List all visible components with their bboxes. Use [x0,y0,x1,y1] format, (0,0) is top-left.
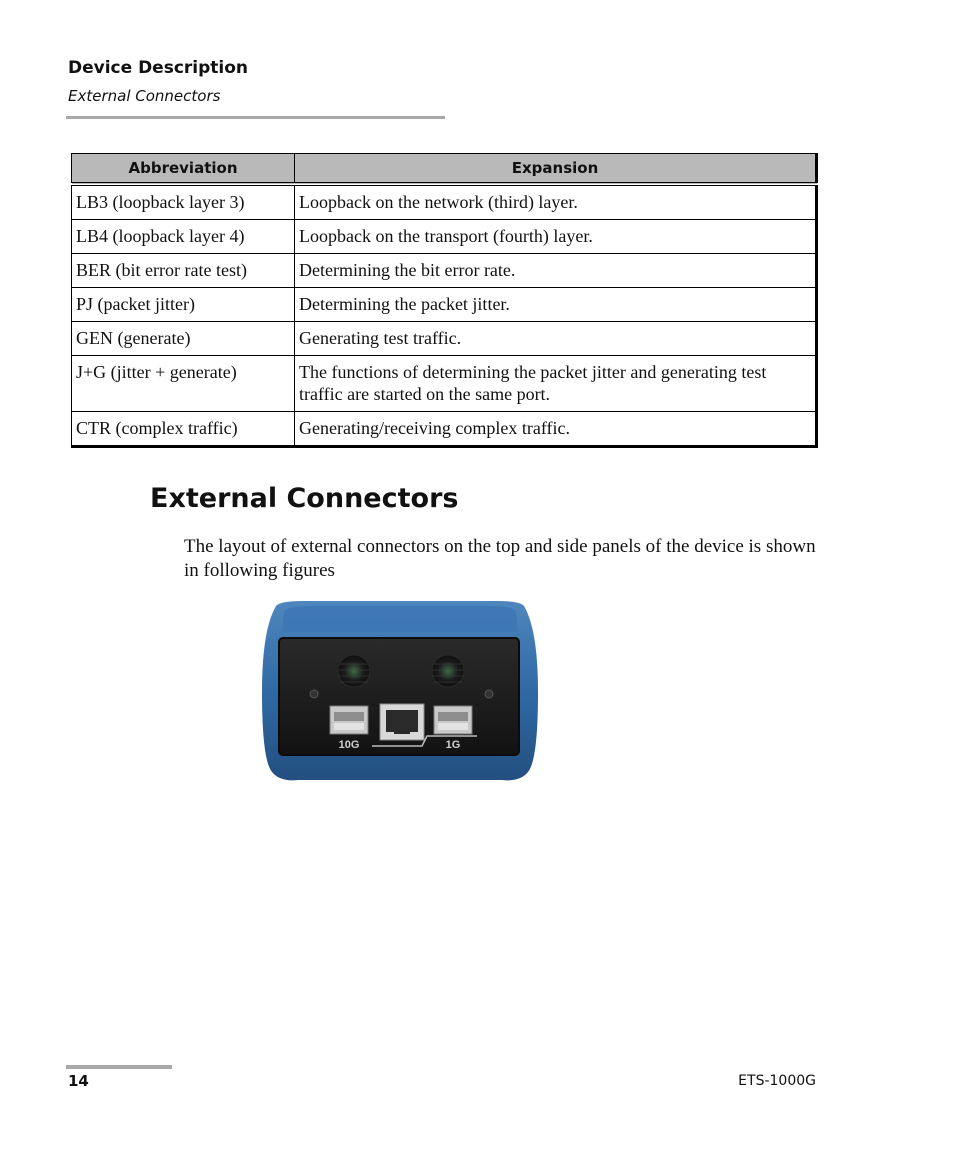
abbreviation-cell: J+G (jitter + generate) [72,356,295,412]
footer-rule [66,1065,172,1069]
abbreviation-cell: PJ (packet jitter) [72,288,295,322]
header-rule [66,116,445,119]
column-header-abbreviation: Abbreviation [72,154,295,185]
table-row [72,356,817,412]
table-row [72,288,817,322]
table-header-row [72,154,817,185]
running-header-section: External Connectors [68,87,221,105]
running-header-chapter: Device Description [68,58,249,78]
expansion-cell: Generating/receiving complex traffic. [295,412,817,447]
product-name: ETS-1000G [738,1073,816,1089]
section-body-text: The layout of external connectors on the top and side panels of the device is shown in following figures [184,536,816,581]
expansion-cell: Loopback on the transport (fourth) layer. [295,220,817,254]
table-row [72,220,817,254]
expansion-cell: Generating test traffic. [295,322,817,356]
screw-icon [485,690,493,698]
port-label-1g: 1G [445,739,461,751]
expansion-cell: Loopback on the network (third) layer. [295,184,817,220]
device-top-panel-image [262,600,538,782]
column-header-expansion: Expansion [295,154,817,185]
screw-icon [310,690,318,698]
abbreviation-cell: GEN (generate) [72,322,295,356]
port-label-10g: 10G [338,739,360,751]
table-row [72,322,817,356]
page-number: 14 [68,1072,89,1090]
table-row [72,184,817,220]
abbreviation-cell: CTR (complex traffic) [72,412,295,447]
abbreviation-cell: LB3 (loopback layer 3) [72,184,295,220]
section-title: External Connectors [150,483,459,514]
expansion-cell: Determining the packet jitter. [295,288,817,322]
expansion-cell: Determining the bit error rate. [295,254,817,288]
table-row [72,254,817,288]
device-top-bumper [282,606,518,632]
abbreviation-cell: BER (bit error rate test) [72,254,295,288]
expansion-cell: The functions of determining the packet jitter and generating test traffic are started on the same port. [295,356,817,412]
abbreviation-cell: LB4 (loopback layer 4) [72,220,295,254]
abbreviation-table [71,153,818,448]
table-row [72,412,817,447]
